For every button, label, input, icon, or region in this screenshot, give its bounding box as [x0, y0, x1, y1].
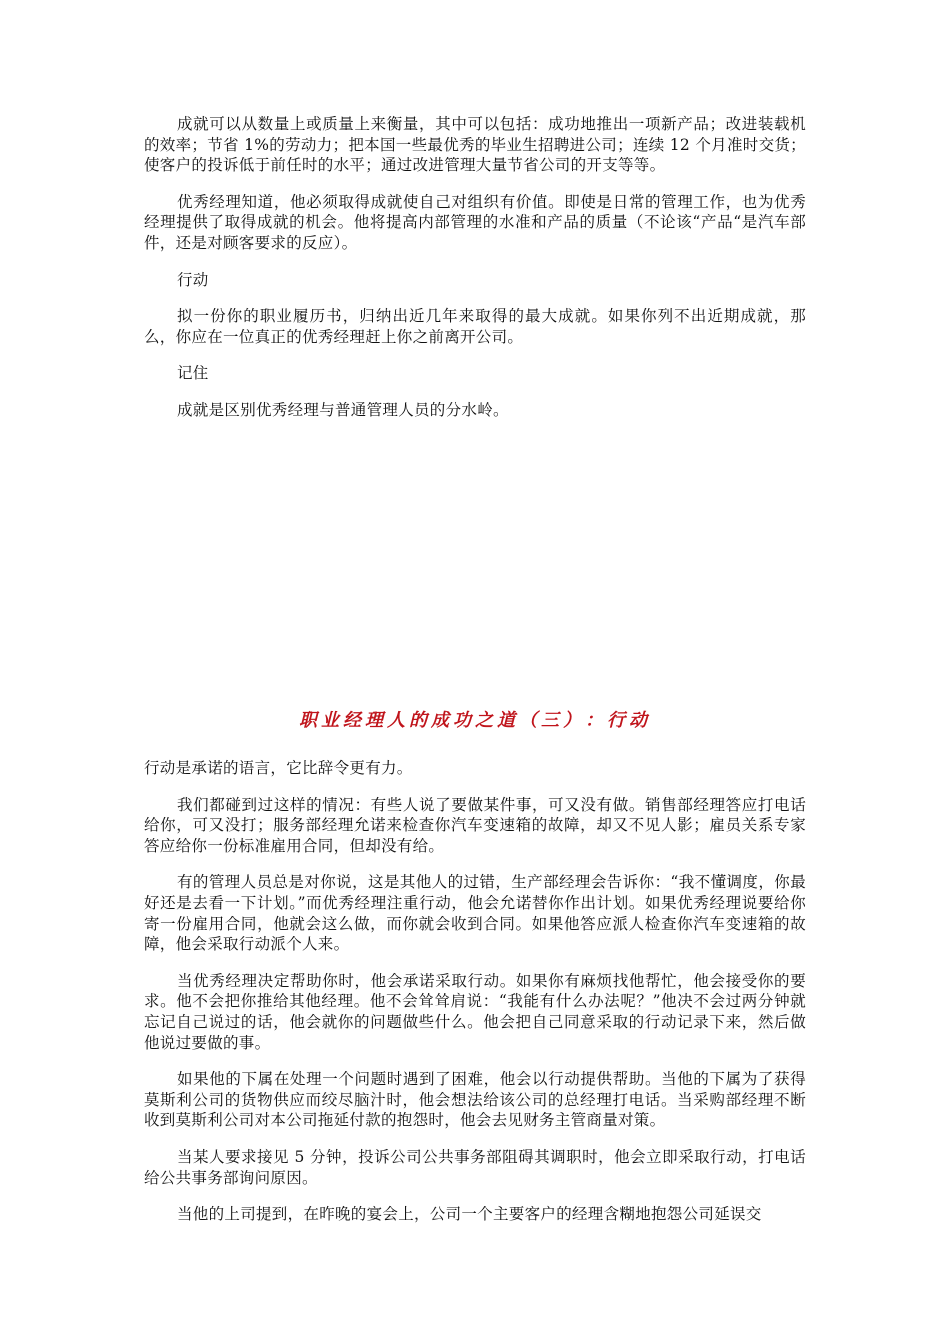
paragraph-excellent-manager-knows: 优秀经理知道，他必须取得成就使自己对组织有价值。即使是日常的管理工作，也为优秀经理提供了取得成就的机会。他将提高内部管理的水准和产品的质量（不论该“产品“是汽车部件，还是对顾客要求的反应）。: [144, 192, 806, 252]
paragraph-help-subordinates: 如果他的下属在处理一个问题时遇到了困难，他会以行动提供帮助。当他的下属为了获得莫斯利公司的货物供应而绞尽脑汁时，他会想法给该公司的总经理打电话。当采购部经理不断收到莫斯利公司对本公司拖延付款的抱怨时，他会去见财务主管商量对策。: [144, 1070, 806, 1130]
paragraph-achievement-watershed: 成就是区别优秀经理与普通管理人员的分水岭。: [177, 400, 509, 419]
label-remember: 记住: [177, 364, 209, 383]
section-heading: 职业经理人的成功之道（三）：行动: [299, 710, 651, 731]
paragraph-achievement-measure: 成就可以从数量上或质量上来衡量，其中可以包括：成功地推出一项新产品；改进装载机的效率；节省 1%的劳动力；把本国一些最优秀的毕业生招聘进公司；连续 12 个月准时交货；使客户的投诉低于前任时的水平；通过改进管理大量节省公司的开支等等。: [144, 115, 806, 175]
paragraph-immediate-action: 当某人要求接见 5 分钟，投诉公司公共事务部阻碍其调职时，他会立即采取行动，打电话给公共事务部询问原因。: [144, 1147, 806, 1187]
paragraph-broken-promises: 我们都碰到过这样的情况：有些人说了要做某件事，可又没有做。销售部经理答应打电话给你，可又没打；服务部经理允诺来检查你汽车变速箱的故障，却又不见人影；雇员关系专家答应给你一份标准雇用合同，但却没有给。: [144, 795, 806, 855]
label-action: 行动: [177, 270, 209, 289]
paragraph-commit-to-action: 当优秀经理决定帮助你时，他会承诺采取行动。如果你有麻烦找他帮忙，他会接受你的要求。他不会把你推给其他经理。他不会耸耸肩说：“我能有什么办法呢？”他决不会过两分钟就忘记自己说过的话，他会就你的问题做些什么。他会把自己同意采取的行动记录下来，然后做他说过要做的事。: [144, 971, 806, 1052]
previous-section-text: [144, 114, 806, 421]
paragraph-boss-mention: 当他的上司提到，在昨晚的宴会上，公司一个主要客户的经理含糊地抱怨公司延误交: [177, 1205, 762, 1224]
paragraph-resume-exercise: 拟一份你的职业履历书，归纳出近几年来取得的最大成就。如果你列不出近期成就，那么，你应在一位真正的优秀经理赶上你之前离开公司。: [144, 307, 806, 346]
lead-sentence: 行动是承诺的语言，它比辞令更有力。: [144, 759, 413, 777]
section-body: [144, 758, 806, 1225]
paragraph-blame-vs-action: 有的管理人员总是对你说，这是其他人的过错，生产部经理会告诉你：“我不懂调度，你最好还是去看一下计划。”而优秀经理注重行动，他会允诺替你作出计划。如果优秀经理说要给你寄一份雇用合同，他就会这么做，而你就会收到合同。如果他答应派人检查你汽车变速箱的故障，他会采取行动派个人来。: [144, 873, 806, 954]
